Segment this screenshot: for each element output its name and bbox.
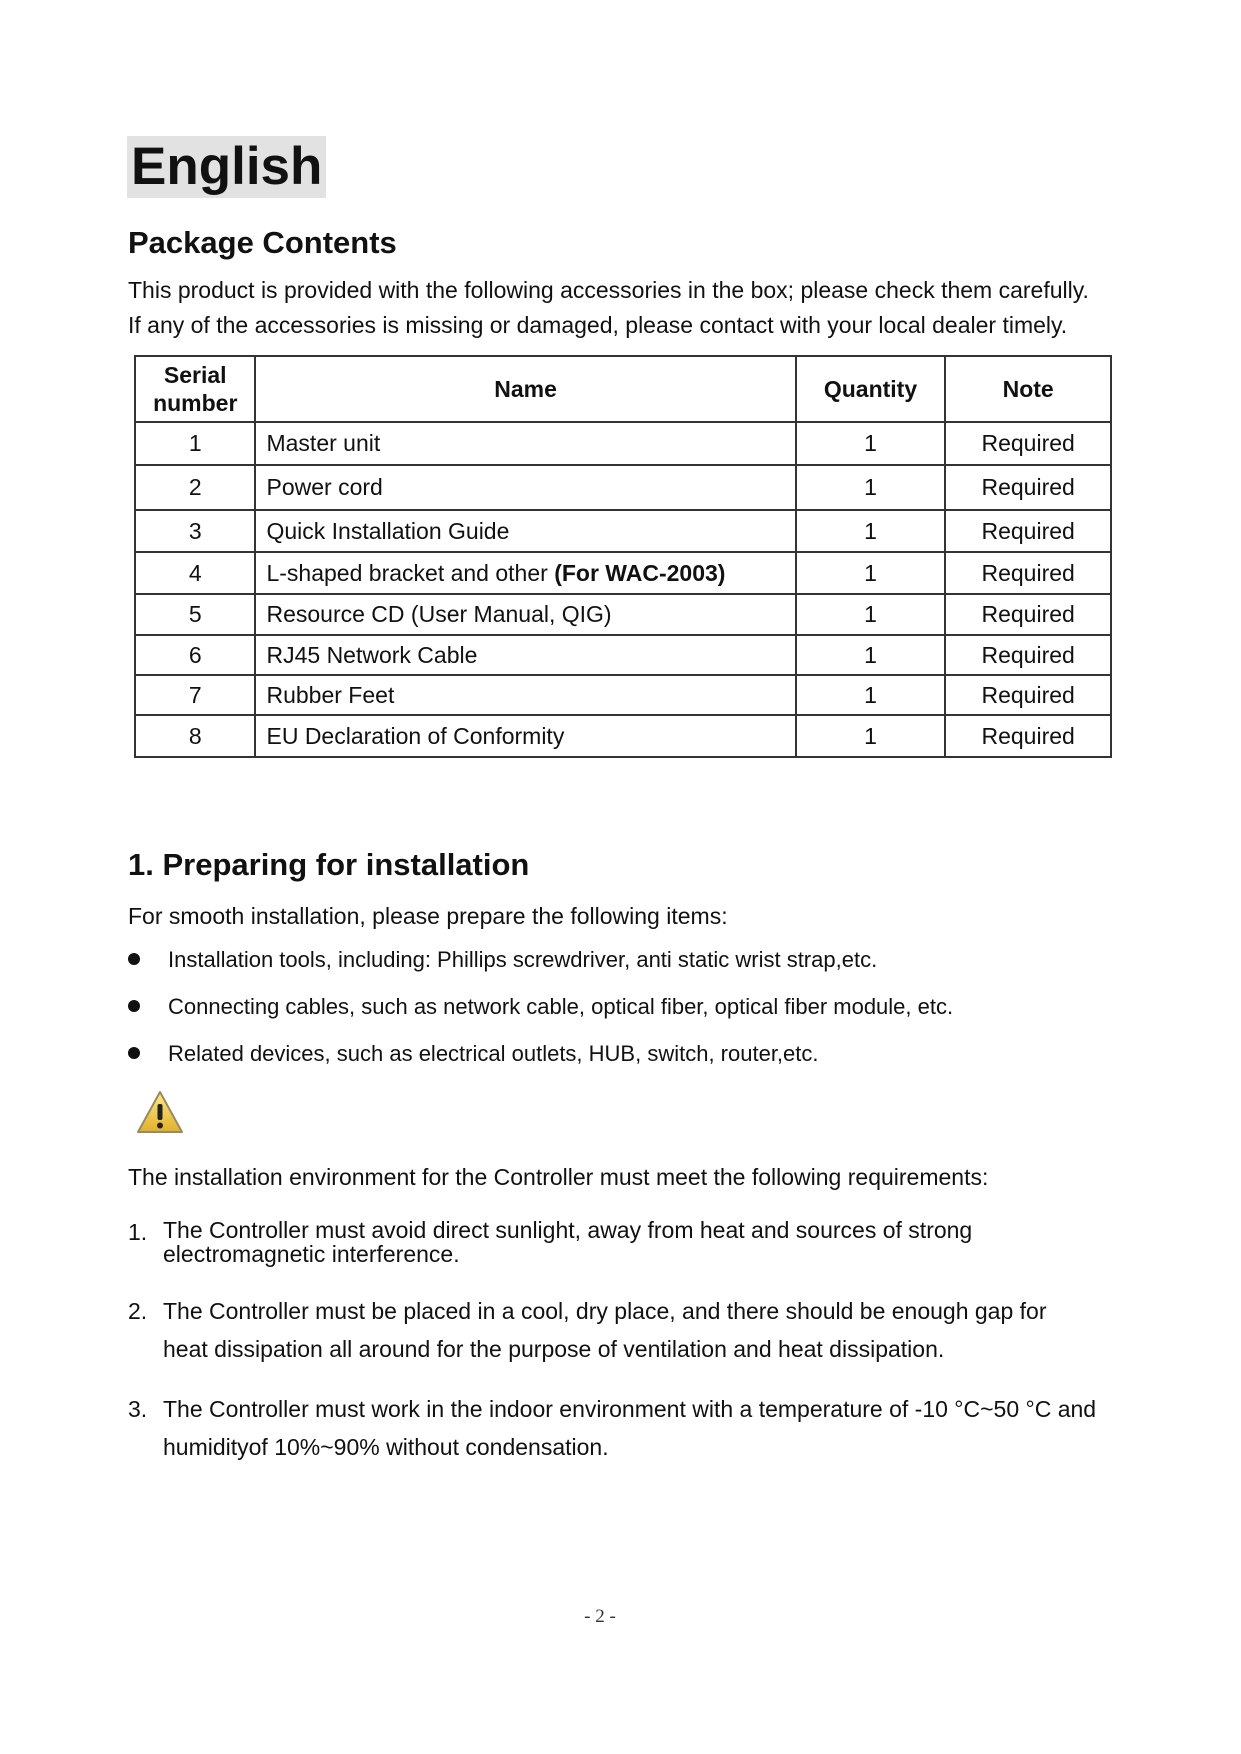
bullet-text: Installation tools, including: Phillips screwdriver, anti static wrist strap,etc.	[168, 947, 878, 972]
list-item-text	[163, 1390, 1096, 1466]
cell-name-text: Resource CD (User Manual, QIG)	[266, 601, 612, 627]
page-number: - 2 -	[584, 1606, 616, 1627]
cell-quantity: 1	[796, 422, 946, 465]
cell-serial: 5	[135, 594, 255, 635]
list-item-line-2: humidityof 10%~90% without condensation.	[163, 1434, 609, 1460]
cell-name	[255, 510, 795, 552]
preparing-intro: For smooth installation, please prepare the following items:	[128, 903, 728, 929]
list-item-number: 3.	[128, 1396, 148, 1422]
cell-serial: 1	[135, 422, 255, 465]
list-item-line-2: electromagnetic interference.	[163, 1241, 460, 1267]
list-item-line-1: The Controller must avoid direct sunlight, away from heat and sources of strong	[163, 1217, 973, 1243]
list-item-text	[163, 1218, 972, 1266]
header-name: Name	[255, 356, 795, 422]
cell-serial: 2	[135, 465, 255, 510]
cell-quantity: 1	[796, 715, 946, 757]
bullet-icon	[128, 1047, 140, 1059]
header-quantity: Quantity	[796, 356, 946, 422]
cell-serial: 8	[135, 715, 255, 757]
cell-note: Required	[945, 465, 1111, 510]
bullet-text: Connecting cables, such as network cable, optical fiber, optical fiber module, etc.	[168, 994, 954, 1019]
package-contents-table	[134, 355, 1112, 758]
table-row	[135, 635, 1111, 675]
cell-name-text: Power cord	[266, 474, 383, 500]
table-header-row	[135, 356, 1111, 422]
cell-name-text: RJ45 Network Cable	[266, 641, 478, 668]
cell-note: Required	[945, 422, 1111, 465]
package-contents-heading: Package Contents	[128, 225, 397, 260]
cell-quantity: 1	[796, 552, 946, 594]
cell-name-text: L-shaped bracket and other	[266, 559, 555, 586]
cell-serial: 3	[135, 510, 255, 552]
cell-name-bold-text: (For WAC-2003)	[554, 559, 726, 586]
cell-quantity: 1	[796, 510, 946, 552]
table-row	[135, 510, 1111, 552]
cell-serial: 4	[135, 552, 255, 594]
cell-name	[255, 635, 795, 675]
cell-note: Required	[945, 510, 1111, 552]
table-row	[135, 422, 1111, 465]
list-item-number: 1.	[128, 1219, 148, 1245]
cell-serial: 7	[135, 675, 255, 715]
list-item-line-2: heat dissipation all around for the purpose of ventilation and heat dissipation.	[163, 1336, 945, 1362]
cell-name-text: Master unit	[266, 430, 381, 456]
cell-note: Required	[945, 635, 1111, 675]
cell-name	[255, 594, 795, 635]
list-item	[128, 946, 877, 974]
package-intro-line-1: This product is provided with the following accessories in the box; please check them carefully.	[128, 277, 1089, 303]
header-serial-line-1: Serial	[163, 362, 227, 388]
bullet-icon	[128, 953, 140, 965]
table-row	[135, 465, 1111, 510]
cell-name-text: Rubber Feet	[266, 681, 395, 708]
list-item	[128, 993, 953, 1021]
table-row	[135, 675, 1111, 715]
header-note: Note	[945, 356, 1111, 422]
cell-quantity: 1	[796, 594, 946, 635]
table-row	[135, 715, 1111, 757]
cell-name	[255, 465, 795, 510]
cell-note: Required	[945, 675, 1111, 715]
warning-triangle-icon	[136, 1090, 184, 1134]
bullet-text: Related devices, such as electrical outlets, HUB, switch, router,etc.	[168, 1041, 819, 1066]
environment-intro: The installation environment for the Controller must meet the following requirements:	[128, 1164, 989, 1190]
cell-quantity: 1	[796, 675, 946, 715]
table-row	[135, 552, 1111, 594]
cell-note: Required	[945, 715, 1111, 757]
cell-serial: 6	[135, 635, 255, 675]
cell-quantity: 1	[796, 465, 946, 510]
list-item-number: 2.	[128, 1298, 148, 1324]
cell-note: Required	[945, 594, 1111, 635]
header-serial-number	[135, 356, 255, 422]
cell-quantity: 1	[796, 635, 946, 675]
page-title: English	[127, 136, 326, 198]
list-item	[128, 1040, 819, 1068]
table-row	[135, 594, 1111, 635]
cell-note: Required	[945, 552, 1111, 594]
cell-name-text: EU Declaration of Conformity	[266, 722, 565, 749]
bullet-icon	[128, 1000, 140, 1012]
cell-name	[255, 715, 795, 757]
list-item-line-1: The Controller must work in the indoor environment with a temperature of -10 °C~50 °C and	[163, 1396, 1097, 1422]
header-serial-line-2: number	[153, 390, 238, 416]
cell-name-text: Quick Installation Guide	[266, 517, 510, 544]
cell-name	[255, 552, 795, 594]
list-item-text	[163, 1292, 1047, 1368]
cell-name	[255, 422, 795, 465]
package-intro-line-2: If any of the accessories is missing or damaged, please contact with your local dealer timely.	[128, 312, 1068, 338]
cell-name	[255, 675, 795, 715]
preparing-heading: 1. Preparing for installation	[128, 847, 530, 882]
list-item-line-1: The Controller must be placed in a cool, dry place, and there should be enough gap for	[163, 1298, 1047, 1324]
